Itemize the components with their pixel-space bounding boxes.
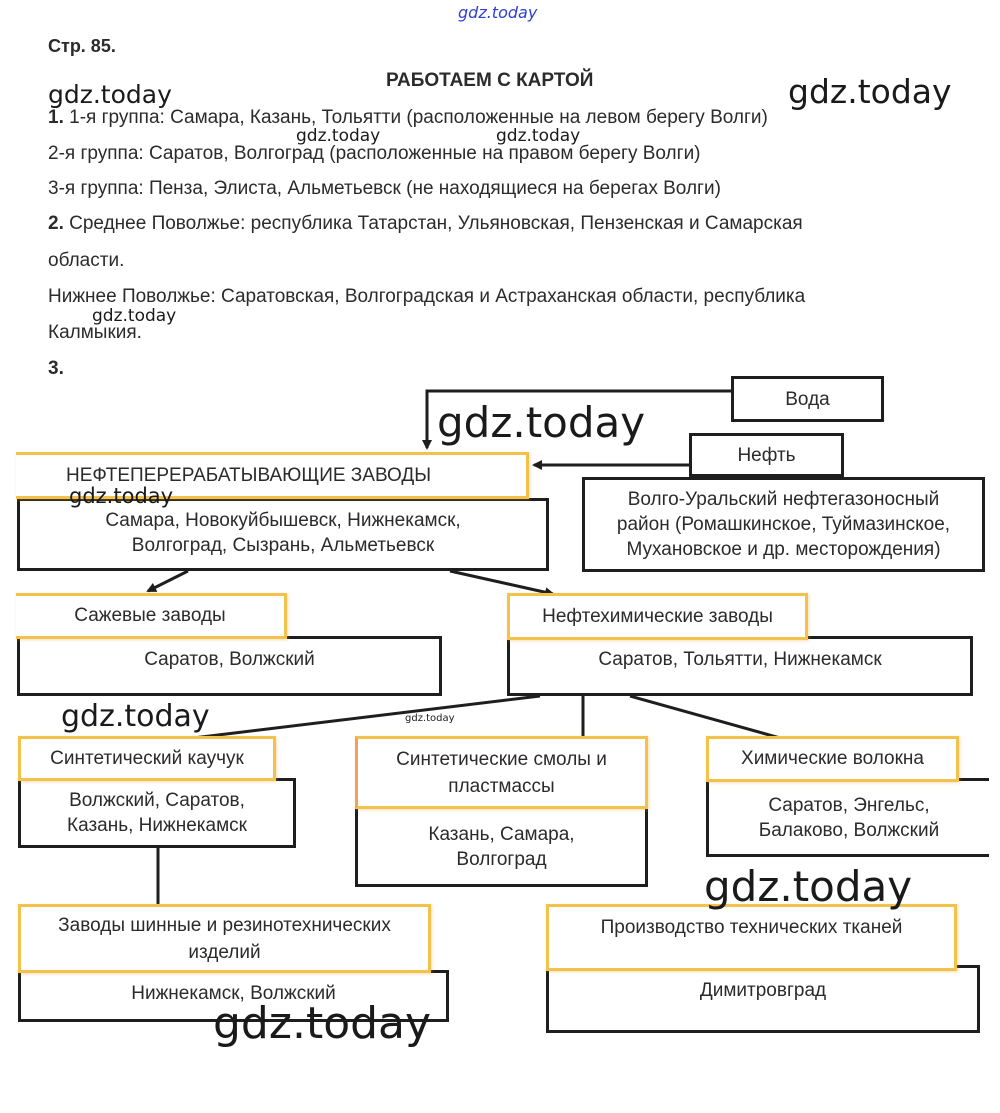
line-petrochem-to-rubber xyxy=(185,696,540,739)
watermark: gdz.today xyxy=(437,398,646,447)
answer-2-line-4: Калмыкия. xyxy=(48,322,142,343)
answer-2-text: Среднее Поволжье: республика Татарстан, Ульяновская, Пензенская и Самарская xyxy=(63,213,803,234)
watermark: gdz.today xyxy=(213,998,432,1049)
carbon-cities: Саратов, Волжский xyxy=(144,649,315,670)
page-heading: РАБОТАЕМ С КАРТОЙ xyxy=(386,70,594,91)
watermark: gdz.today xyxy=(296,126,381,146)
refineries-cities-box xyxy=(17,498,549,571)
page-label: Стр. 85. xyxy=(48,36,116,56)
watermark-top: gdz.today xyxy=(458,3,538,22)
oil-box xyxy=(689,433,844,477)
petrochem-title: Нефтехимические заводы xyxy=(542,605,773,627)
watermark: gdz.today xyxy=(704,862,913,911)
petrochem-title-box xyxy=(507,593,808,640)
answer-3-number: 3. xyxy=(48,358,64,379)
refineries-title: НЕФТЕПЕРЕРАБАТЫВАЮЩИЕ ЗАВОДЫ xyxy=(66,464,432,486)
tire-title: Заводы шинные и резинотехнических изделий xyxy=(58,914,391,963)
watermark: gdz.today xyxy=(788,72,952,111)
rubber-cities: Волжский, Саратов, Казань, Нижнекамск xyxy=(67,790,247,836)
rubber-title-box xyxy=(18,736,276,781)
petrochem-cities: Саратов, Тольятти, Нижнекамск xyxy=(598,649,882,670)
fabric-cities: Димитровград xyxy=(699,980,827,1001)
carbon-title-box xyxy=(16,593,287,639)
fibers-cities: Саратов, Энгельс, Балаково, Волжский xyxy=(758,794,940,841)
oil-region-box xyxy=(582,477,985,572)
watermark: gdz.today xyxy=(92,306,177,326)
fibers-title: Химические волокна xyxy=(741,748,924,769)
answer-1-line-3: 3-я группа: Пенза, Элиста, Альметьевск (не находящиеся на берегах Волги) xyxy=(48,178,721,199)
line-petrochem-to-fibers xyxy=(630,696,780,738)
water-label: Вода xyxy=(785,388,830,410)
oil-region-text: Волго-Уральский нефтегазоносный район (Ромашкинское, Туймазинское, Мухановское и др. месторождения) xyxy=(616,489,951,560)
carbon-cities-box xyxy=(17,636,442,696)
answer-1-number: 1. xyxy=(48,107,64,128)
rubber-cities-box xyxy=(18,778,296,848)
fibers-cities-box xyxy=(706,778,989,857)
arrow-refineries-to-petrochem xyxy=(450,571,553,594)
resins-cities-box xyxy=(355,806,648,887)
rubber-title: Синтетический каучук xyxy=(50,747,244,769)
tire-cities: Нижнекамск, Волжский xyxy=(131,983,336,1004)
watermark: gdz.today xyxy=(405,713,455,724)
tire-title-box xyxy=(18,904,431,973)
answer-1-line-2: 2-я группа: Саратов, Волгоград (расположенные на правом берегу Волги) xyxy=(48,143,701,164)
petrochem-cities-box xyxy=(507,636,973,696)
fabric-title-box xyxy=(546,904,957,971)
resins-cities: Казань, Самара, Волгоград xyxy=(428,823,575,870)
watermark: gdz.today xyxy=(496,126,581,146)
watermark: gdz.today xyxy=(61,699,210,734)
fabric-cities-box xyxy=(546,965,980,1033)
fibers-title-box xyxy=(706,736,959,782)
answer-2-line-2: области. xyxy=(48,250,125,271)
answer-2-number: 2. xyxy=(48,213,64,234)
resins-title: Синтетические смолы и пластмассы xyxy=(396,748,607,797)
fabric-title: Производство технических тканей xyxy=(600,917,903,938)
watermark: gdz.today xyxy=(69,484,174,508)
carbon-title: Сажевые заводы xyxy=(74,605,226,626)
refineries-cities: Самара, Новокуйбышевск, Нижнекамск, Волгоград, Сызрань, Альметьевск xyxy=(105,510,461,556)
oil-label: Нефть xyxy=(737,444,796,466)
resins-title-box xyxy=(355,736,648,809)
answer-2-line-3: Нижнее Поволжье: Саратовская, Волгоградская и Астраханская области, республика xyxy=(48,286,806,307)
water-box xyxy=(731,376,884,422)
answer-1-text: 1-я группа: Самара, Казань, Тольятти (расположенные на левом берегу Волги) xyxy=(63,107,768,128)
watermark: gdz.today xyxy=(48,80,172,109)
arrow-refineries-to-carbon xyxy=(148,571,188,591)
